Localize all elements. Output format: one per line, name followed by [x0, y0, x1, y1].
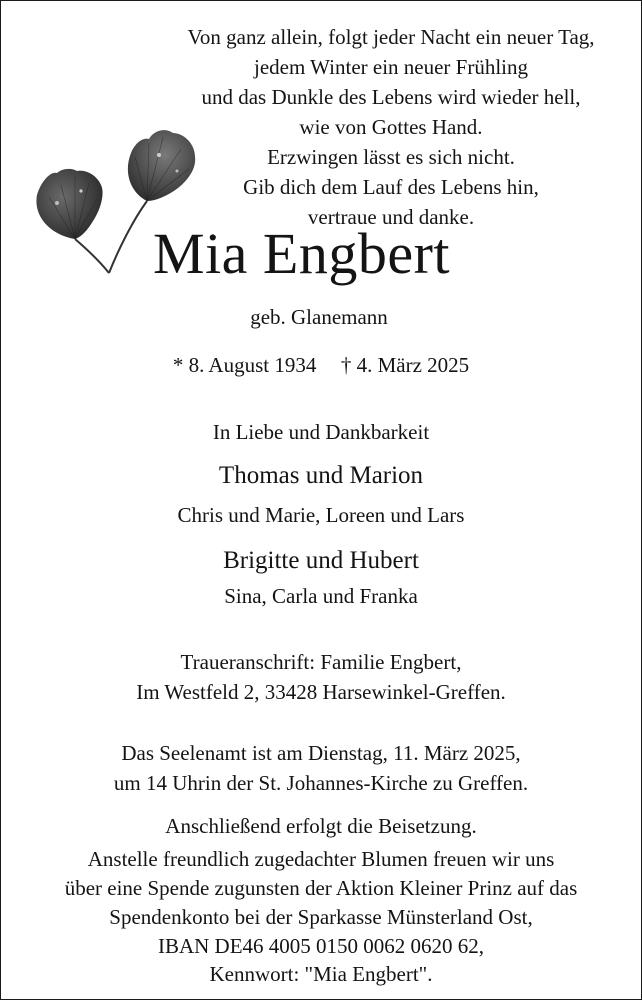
poem-line: wie von Gottes Hand.: [299, 115, 483, 139]
poem-line: und das Dunkle des Lebens wird wieder hell,: [201, 85, 581, 109]
address-line: Traueranschrift: Familie Engbert,: [180, 650, 462, 674]
donation-line: Spendenkonto bei der Sparkasse Münsterland Ost,: [109, 905, 533, 929]
donation-line: Anstelle freundlich zugedachter Blumen freuen wir uns: [87, 847, 555, 871]
donation-line: Kennwort: "Mia Engbert".: [209, 962, 433, 986]
donation-line: über eine Spende zugunsten der Aktion Kleiner Prinz auf das: [64, 876, 578, 900]
poem-line: jedem Winter ein neuer Frühling: [253, 55, 529, 79]
poem-line: vertraue und danke.: [307, 205, 475, 229]
family-1-children: Chris und Marie, Loreen und Lars: [177, 503, 465, 527]
death-date: † 4. März 2025: [340, 353, 470, 377]
mourners-intro: In Liebe und Dankbarkeit: [212, 420, 430, 444]
service-line: Anschließend erfolgt die Beisetzung.: [165, 814, 477, 838]
service-line: um 14 Uhrin der St. Johannes-Kirche zu Greffen.: [113, 771, 529, 795]
poem: [141, 22, 641, 232]
family-1: Thomas und Marion: [218, 462, 424, 489]
birth-date: * 8. August 1934: [172, 353, 317, 377]
donation-line: IBAN DE46 4005 0150 0062 0620 62,: [157, 934, 485, 958]
family-2: Brigitte und Hubert: [223, 547, 419, 574]
deceased-name: Mia Engbert: [153, 221, 451, 286]
birth-name: geb. Glanemann: [250, 305, 388, 329]
poem-line: Gib dich dem Lauf des Lebens hin,: [243, 175, 539, 199]
family-2-children: Sina, Carla und Franka: [224, 584, 418, 608]
poem-line: Von ganz allein, folgt jeder Nacht ein neuer Tag,: [187, 25, 595, 49]
address-line: Im Westfeld 2, 33428 Harsewinkel-Greffen.: [136, 680, 506, 704]
life-dates: [1, 355, 641, 376]
poem-line: Erzwingen lässt es sich nicht.: [267, 145, 515, 169]
service-line: Das Seelenamt ist am Dienstag, 11. März 2025,: [121, 741, 521, 765]
